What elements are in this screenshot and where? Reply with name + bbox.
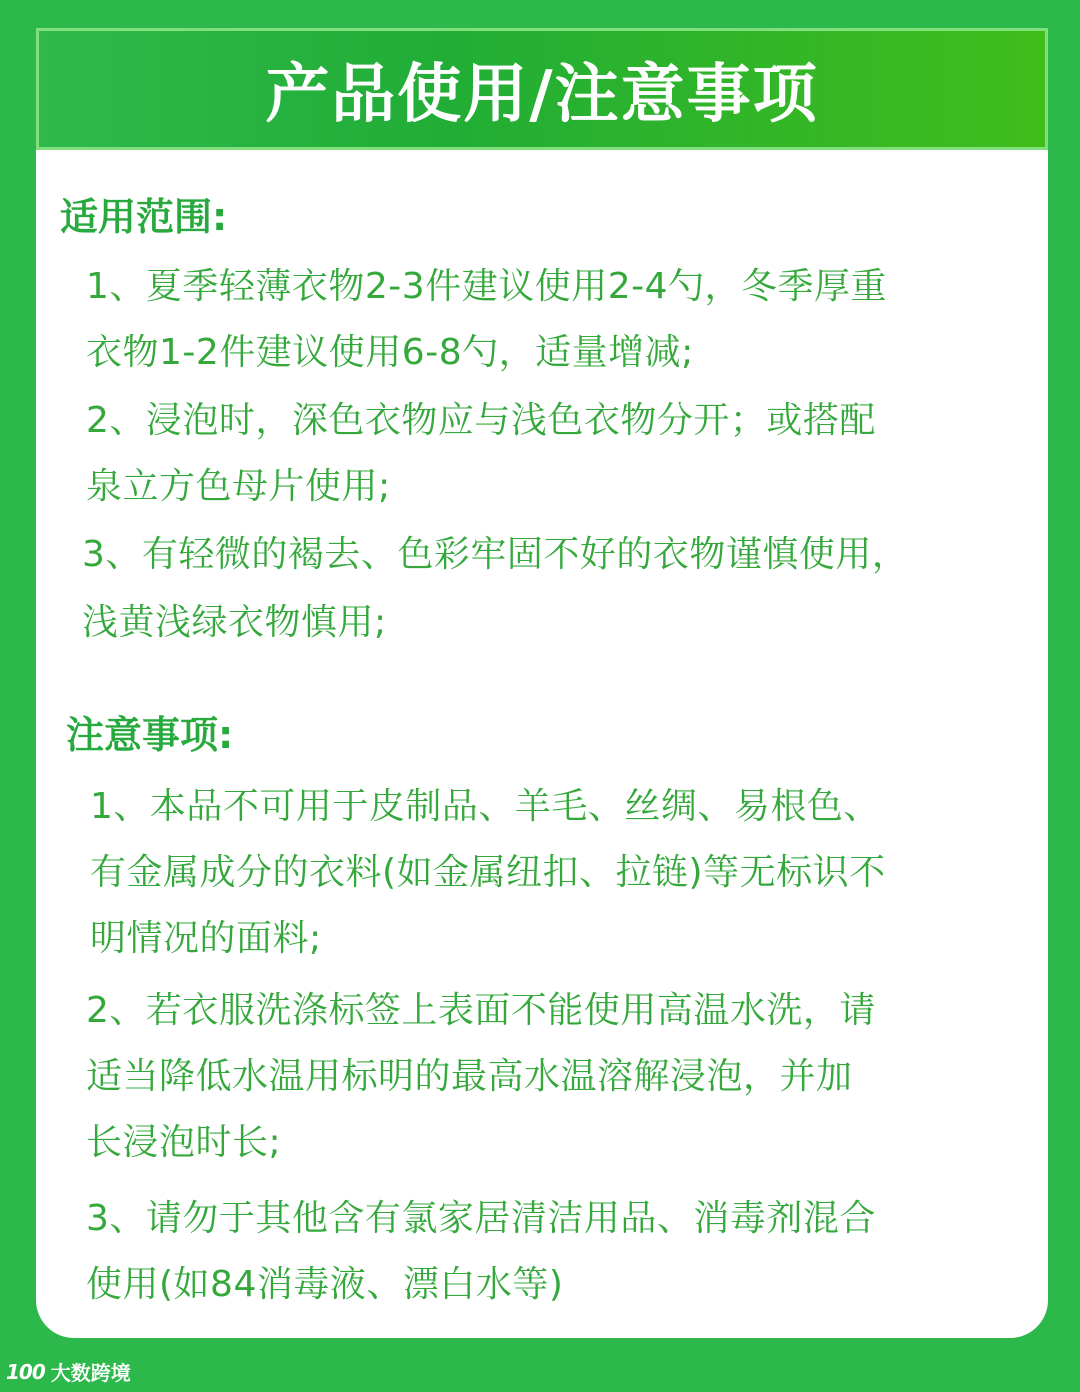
- watermark-name: 大数跨境: [50, 1361, 131, 1385]
- notes-line: 3、请勿于其他含有氯家居清洁用品、消毒剂混合: [86, 1198, 876, 1239]
- scope-line: 1、夏季轻薄衣物2-3件建议使用2-4勺，冬季厚重: [86, 266, 888, 307]
- notes-line: 明情况的面料;: [90, 918, 322, 959]
- watermark-logo-icon: 100: [6, 1359, 45, 1384]
- notes-line: 长浸泡时长;: [86, 1122, 282, 1163]
- scope-line: 3、有轻微的褐去、色彩牢固不好的衣物谨慎使用，: [82, 534, 909, 575]
- scope-line: 浅黄浅绿衣物慎用;: [82, 602, 387, 643]
- content-card: [36, 28, 1048, 1338]
- notes-line: 适当降低水温用标明的最高水温溶解浸泡，并加: [86, 1056, 853, 1097]
- notes-line: 使用(如84消毒液、漂白水等): [86, 1264, 564, 1305]
- scope-line: 衣物1-2件建议使用6-8勺，适量增减;: [86, 332, 694, 373]
- page-title: 产品使用/注意事项: [265, 58, 819, 132]
- notes-line: 1、本品不可用于皮制品、羊毛、丝绸、易根色、: [90, 786, 880, 827]
- watermark: [6, 1357, 131, 1386]
- scope-heading: 适用范围:: [60, 195, 228, 239]
- notes-line: 2、若衣服洗涤标签上表面不能使用高温水洗，请: [86, 990, 876, 1031]
- title-banner: [36, 28, 1048, 150]
- notes-heading: 注意事项:: [66, 713, 234, 757]
- scope-line: 泉立方色母片使用;: [86, 466, 391, 507]
- notes-line: 有金属成分的衣料(如金属纽扣、拉链)等无标识不: [90, 852, 886, 893]
- scope-line: 2、浸泡时，深色衣物应与浅色衣物分开；或搭配: [86, 400, 876, 441]
